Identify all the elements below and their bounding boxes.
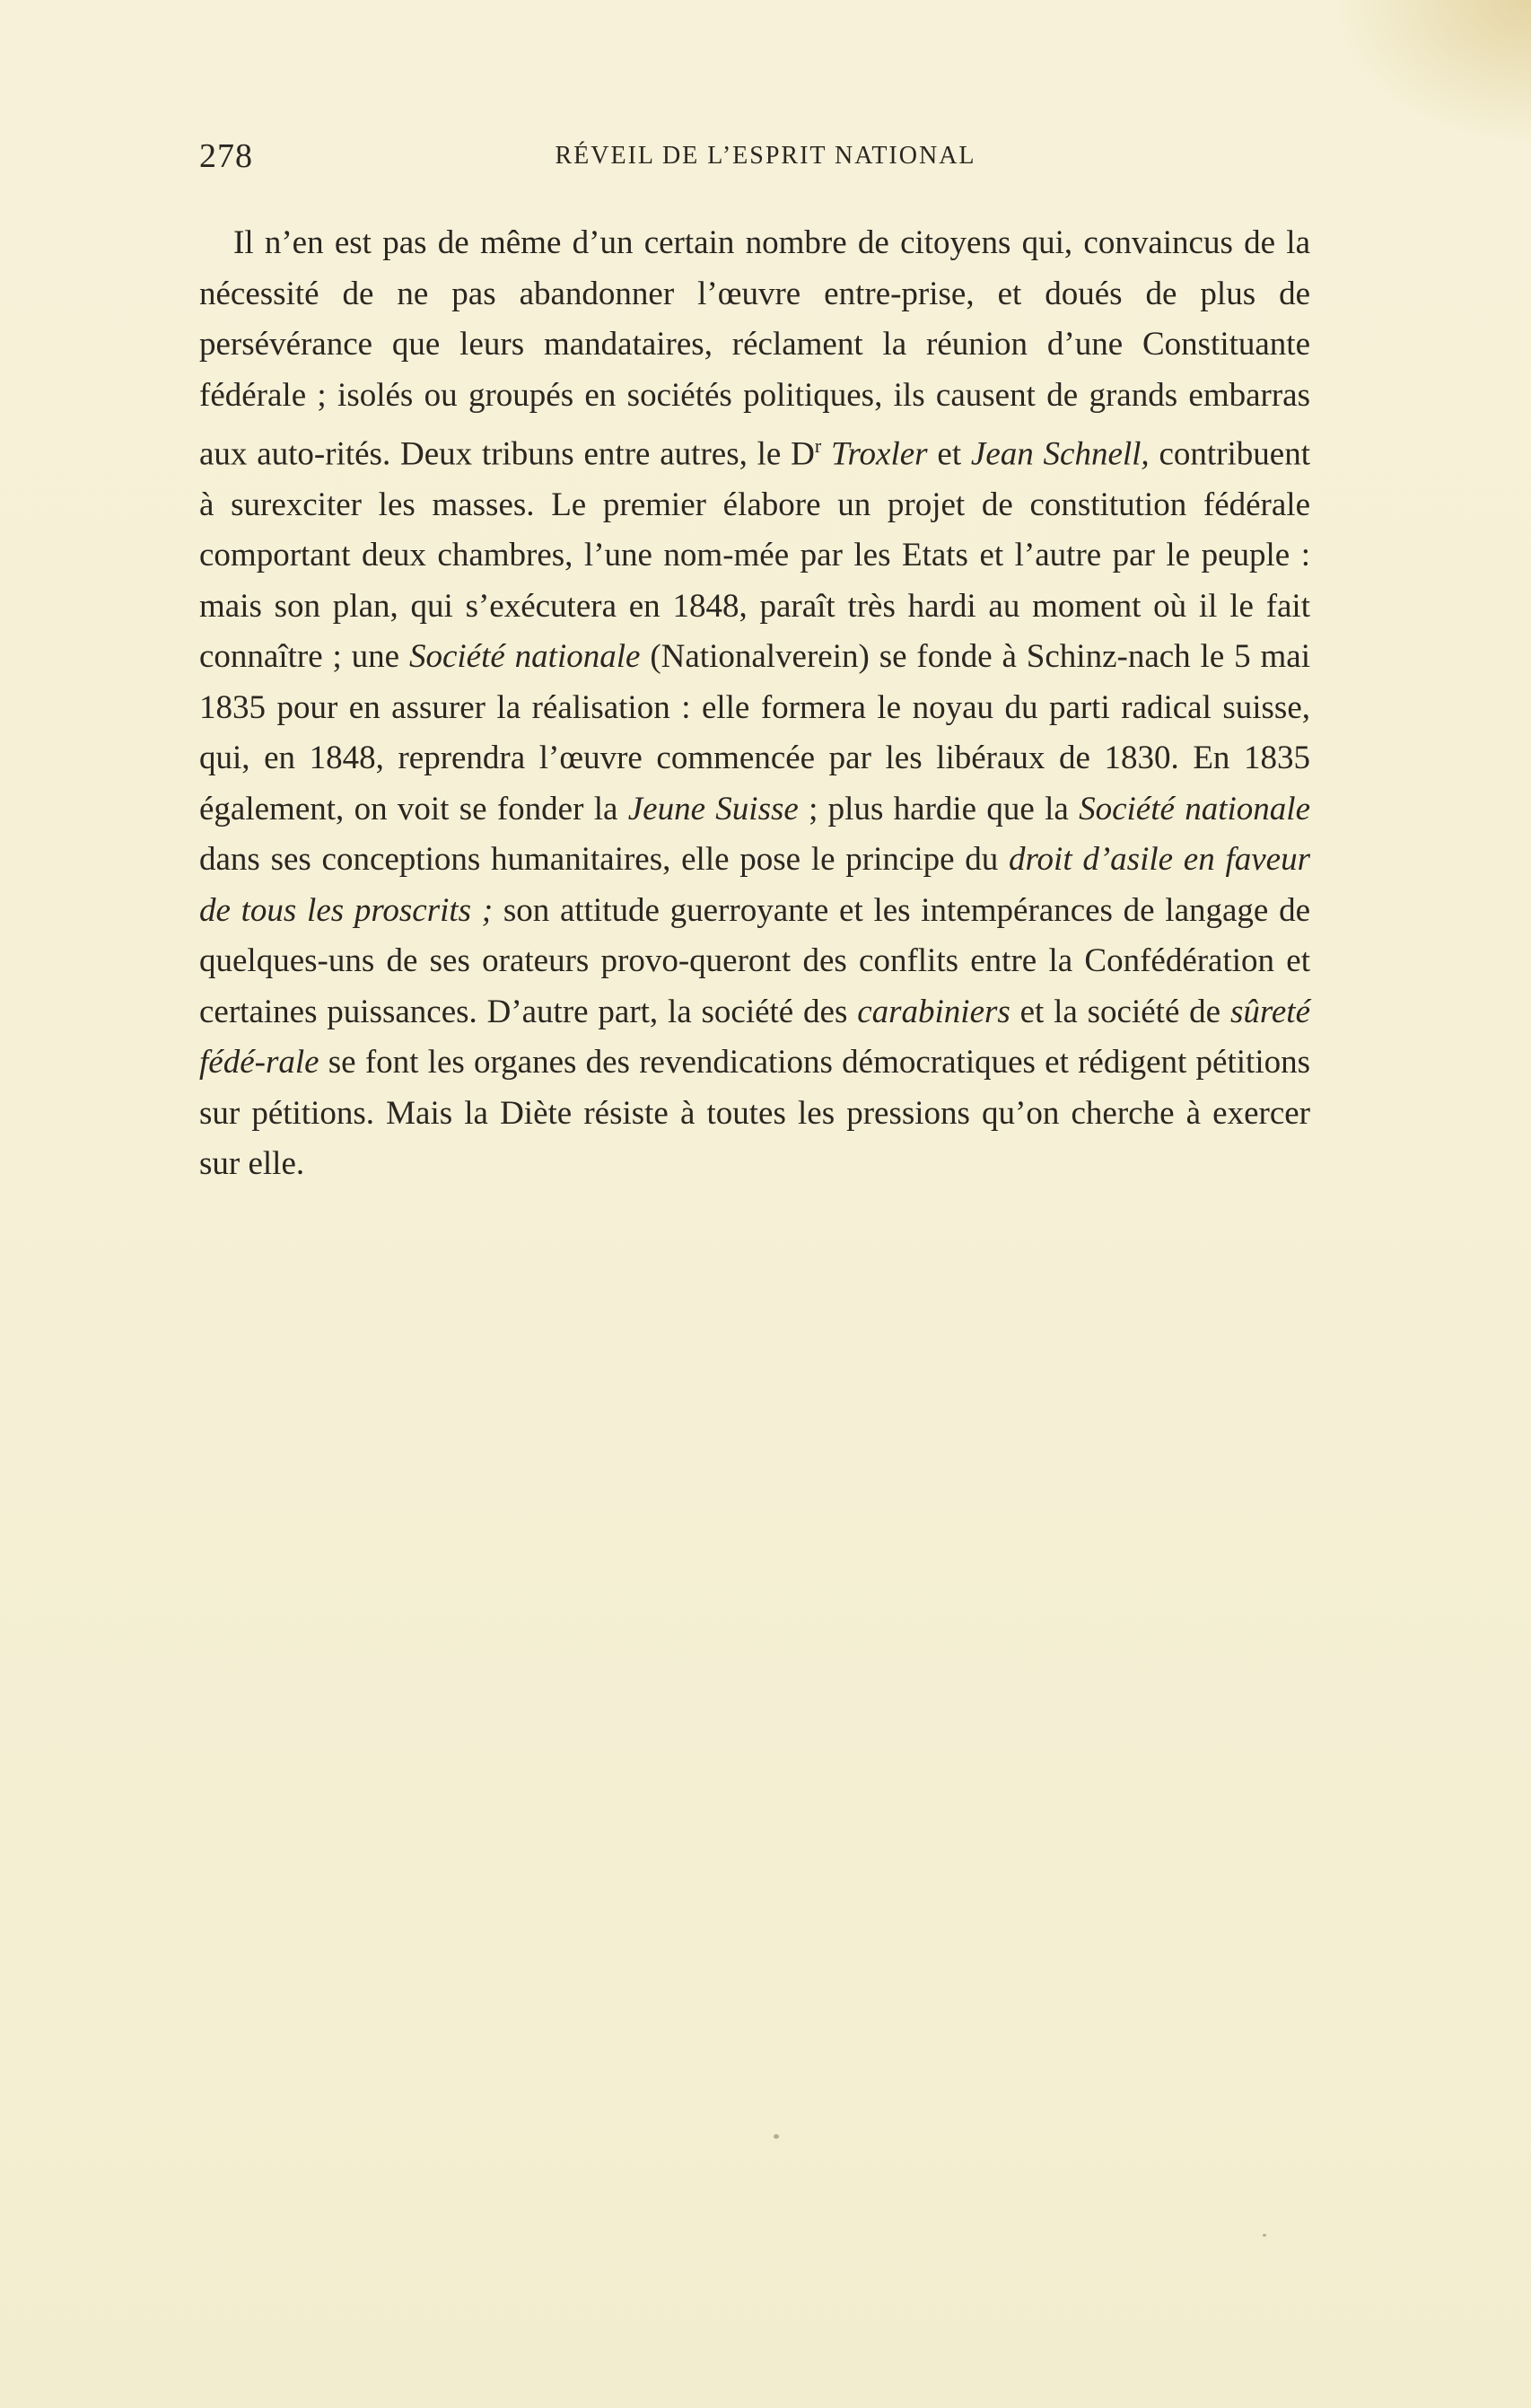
text-segment: se font les organes des revendications démocratiques et rédigent pétitions sur pétitions. Mais la Diète résiste à toutes les pressions qu’on cherche à exercer sur elle. bbox=[199, 1044, 1310, 1183]
text-segment: son attitude guerroyante et les intempérances de langage de quelques-uns de ses orateurs provo-queront des conflits entre la Confédération et certaines puissances. D’autre part, la société des bbox=[199, 891, 1310, 1030]
text-segment: dans ses conceptions humanitaires, elle pose le principe du bbox=[199, 841, 1010, 879]
body-text bbox=[199, 218, 1310, 1190]
italic-term: Société nationale bbox=[408, 638, 641, 676]
italic-name: Jean Schnell, bbox=[970, 435, 1150, 473]
superscript: r bbox=[814, 434, 822, 457]
italic-term: sûreté fédé-rale bbox=[199, 993, 1310, 1081]
paper-speck bbox=[1263, 2234, 1266, 2237]
text-segment: (Nationalverein) se fonde à Schinz-nach le 5 mai 1835 pour en assurer la réalisation : elle formera le noyau du parti radical suisse, qui, en 1848, reprendra l’œuvre commencée par les libéraux de 1830. En 1835 également, on voit se fonder la bbox=[199, 638, 1310, 827]
italic-name: Troxler bbox=[831, 435, 928, 473]
text-segment: Il n’en est pas de même d’un certain nombre de citoyens qui, convaincus de la nécessité de ne pas abandonner l’œuvre entre-prise, et doués de plus de persévérance que leurs mandataires, réclament la réunion d’une Constituante fédérale ; isolés ou groupés en sociétés politiques, ils causent de grands embarras aux auto-rités. Deux tribuns entre autres, le D bbox=[199, 224, 1310, 473]
text-segment: ; plus hardie que la bbox=[798, 790, 1080, 827]
italic-term: carabiniers bbox=[857, 993, 1010, 1030]
text-segment bbox=[821, 435, 831, 472]
italic-term: droit d’asile en faveur de tous les proscrits ; bbox=[199, 841, 1310, 929]
text-segment: et bbox=[927, 435, 971, 473]
paper-speck bbox=[774, 2134, 779, 2139]
italic-term: Société nationale bbox=[1079, 790, 1310, 827]
text-segment: et la société de bbox=[1010, 993, 1230, 1030]
running-title: RÉVEIL DE L’ESPRIT NATIONAL bbox=[555, 142, 976, 170]
page-header bbox=[199, 136, 1332, 187]
text-segment: contribuent à surexciter les masses. Le premier élabore un projet de constitution fédérale comportant deux chambres, l’une nom-mée par les Etats et l’autre par le peuple : mais son plan, qui s’exécutera en 1848, paraît très hardi au moment où il le fait connaître ; une bbox=[199, 435, 1310, 676]
page-number: 278 bbox=[199, 137, 253, 175]
paper-stain bbox=[1334, 0, 1531, 144]
italic-term: Jeune Suisse bbox=[627, 790, 799, 827]
paragraph bbox=[199, 218, 1310, 1190]
